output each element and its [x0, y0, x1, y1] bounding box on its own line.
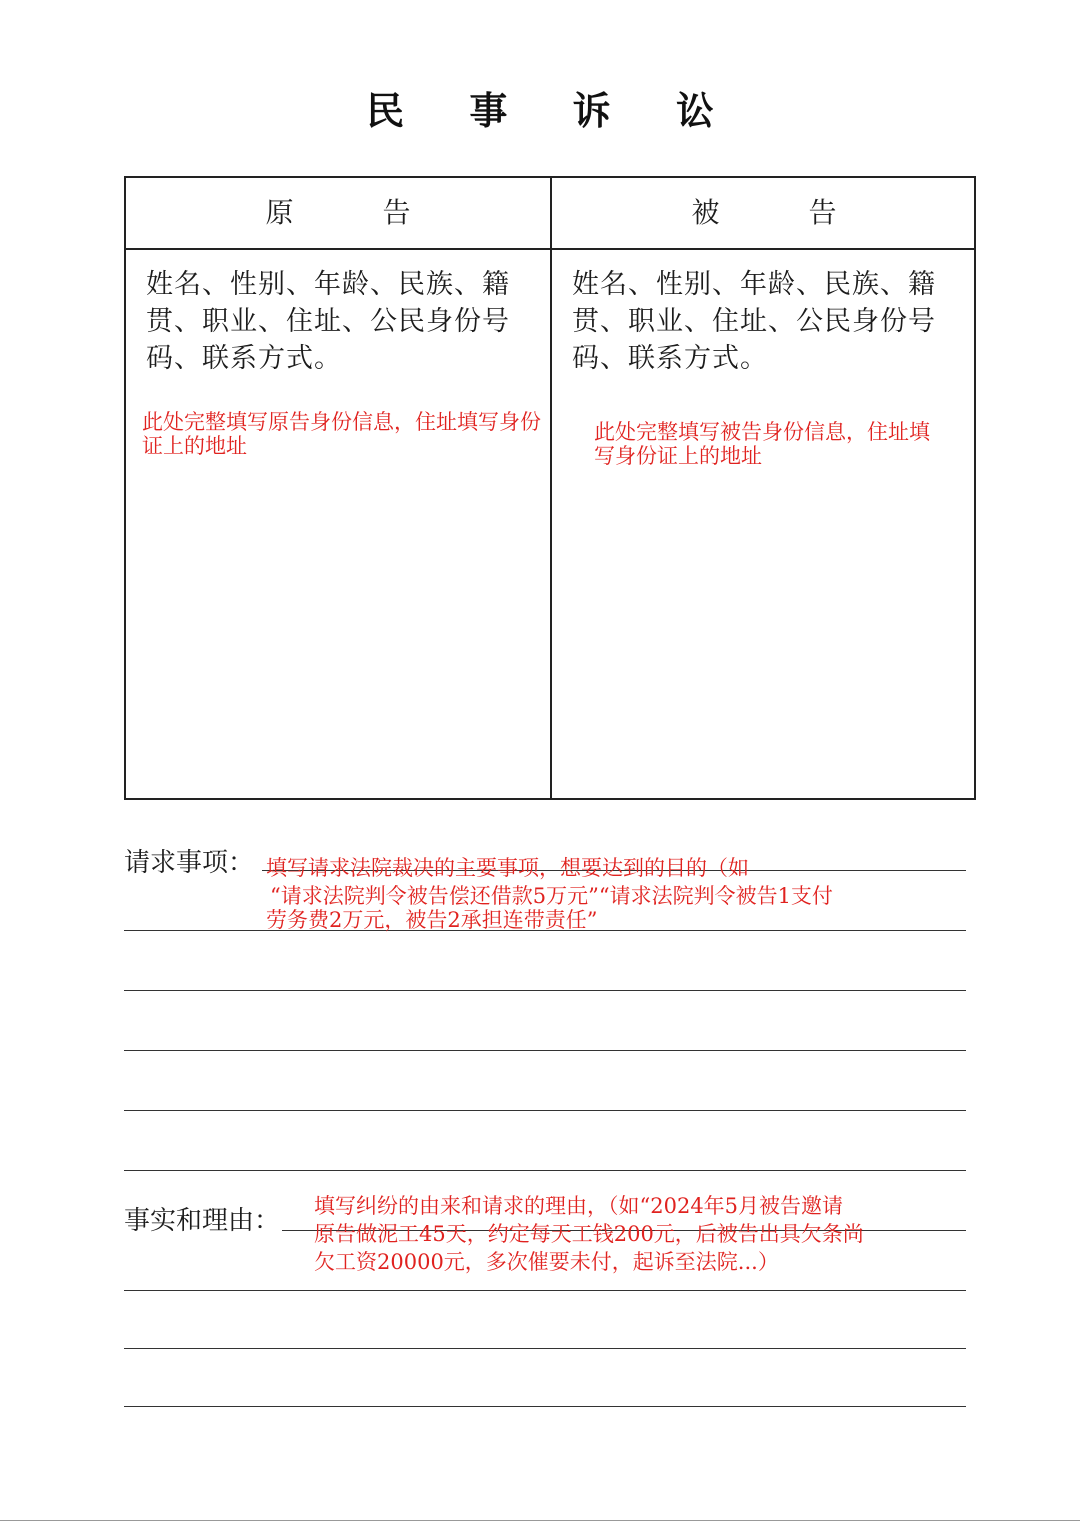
facts-label: 事实和理由： — [124, 1206, 281, 1236]
facts-note-line-2: 原告做泥工45天，约定每天工钱200元，后被告出具欠条尚 — [314, 1222, 864, 1246]
page-title: 民 事 诉 讼 — [366, 88, 740, 133]
facts-line-4 — [124, 1406, 966, 1407]
claims-label: 请求事项： — [124, 848, 255, 878]
defendant-header: 被 告 — [691, 196, 877, 229]
plaintiff-note: 此处完整填写原告身份信息，住址填写身份证上的地址 — [142, 410, 541, 458]
plaintiff-header: 原 告 — [265, 196, 451, 229]
facts-line-2 — [124, 1290, 966, 1291]
facts-note-line-3: 欠工资20000元，多次催要未付，起诉至法院...） — [314, 1250, 779, 1274]
page-bottom-edge — [0, 1520, 1080, 1521]
claims-note-line-2: “请求法院判令被告偿还借款5万元”“请求法院判令被告1支付 — [270, 884, 833, 908]
defendant-fields: 姓名、性别、年龄、民族、籍贯、职业、住址、公民身份号码、联系方式。 — [572, 269, 936, 374]
plaintiff-fields: 姓名、性别、年龄、民族、籍贯、职业、住址、公民身份号码、联系方式。 — [146, 269, 510, 374]
table-column-divider — [550, 178, 552, 798]
facts-note-line-1: 填写纠纷的由来和请求的理由，（如“2024年5月被告邀请 — [314, 1194, 844, 1218]
claims-line-5 — [124, 1110, 966, 1111]
claims-line-6 — [124, 1170, 966, 1171]
defendant-note: 此处完整填写被告身份信息，住址填写身份证上的地址 — [594, 420, 930, 468]
claims-line-3 — [124, 990, 966, 991]
facts-line-3 — [124, 1348, 966, 1349]
table-header-divider — [126, 248, 974, 250]
party-table — [124, 176, 976, 800]
claims-note-line-3: 劳务费2万元，被告2承担连带责任” — [266, 908, 598, 932]
claims-note-line-1: 填写请求法院裁决的主要事项，想要达到的目的（如 — [266, 856, 749, 880]
claims-line-4 — [124, 1050, 966, 1051]
